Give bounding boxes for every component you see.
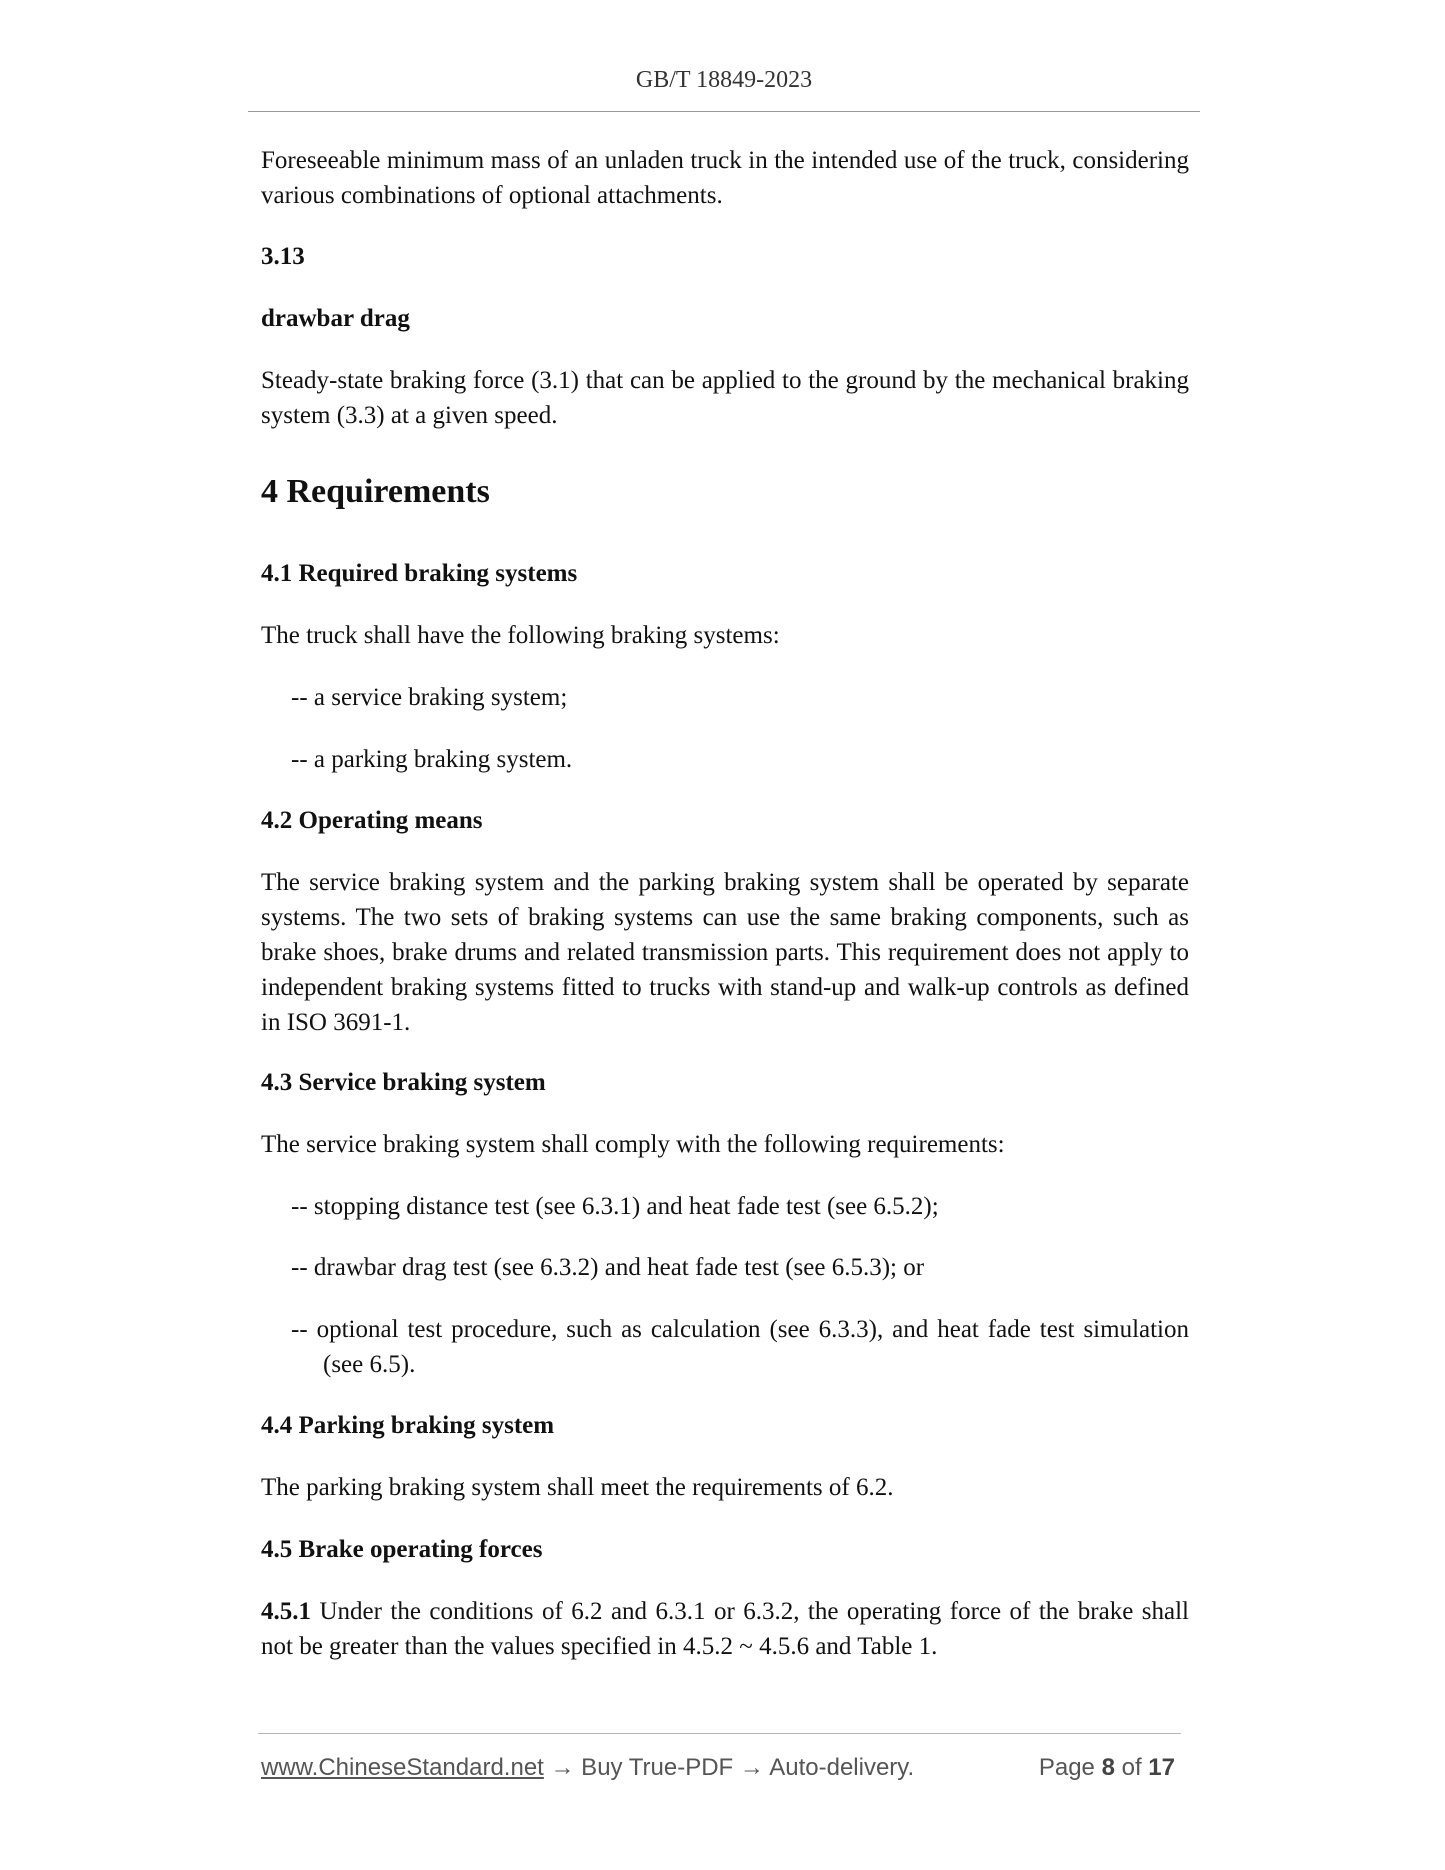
paragraph-4-5-1 bbox=[261, 1594, 1189, 1664]
footer-website-link[interactable]: www.ChineseStandard.net bbox=[261, 1754, 544, 1781]
subsection-heading-4-5: 4.5 Brake operating forces bbox=[261, 1536, 543, 1563]
header-standard-number: GB/T 18849-2023 bbox=[635, 67, 813, 93]
header-divider bbox=[248, 111, 1200, 112]
subsection-heading-4-3: 4.3 Service braking system bbox=[261, 1069, 546, 1096]
term-drawbar-drag: drawbar drag bbox=[261, 305, 410, 332]
page-label: Page bbox=[1038, 1754, 1095, 1781]
page-indicator bbox=[1039, 1753, 1175, 1783]
page-current: 8 bbox=[1101, 1754, 1115, 1781]
subsection-heading-4-1: 4.1 Required braking systems bbox=[261, 560, 578, 587]
clause-number-4-5-1: 4.5.1 bbox=[261, 1598, 311, 1625]
list-item: -- stopping distance test (see 6.3.1) and heat fade test (see 6.5.2); bbox=[291, 1193, 939, 1220]
intro-paragraph: Foreseeable minimum mass of an unladen truck in the intended use of the truck, considering various combinations of optional attachments. bbox=[261, 147, 1189, 209]
paragraph-4-2: The service braking system and the parking braking system shall be operated by separate systems. The two sets of braking systems can use the same braking components, such as brake shoes, brake drums and related transmission parts. This requirement does not apply to independent braking systems fitted to trucks with stand-up and walk-up controls as defined in ISO 3691-1. bbox=[261, 869, 1189, 1036]
clause-number-3-13: 3.13 bbox=[261, 243, 305, 270]
footer-tagline: → Buy True-PDF → Auto-delivery. bbox=[543, 1754, 915, 1781]
clause-text-4-5-1: Under the conditions of 6.2 and 6.3.1 or 6.3.2, the operating force of the brake shall not be greater than the values specified in 4.5.2 ~ 4.5.6 and Table 1. bbox=[261, 1598, 1189, 1660]
list-item: -- optional test procedure, such as calculation (see 6.3.3), and heat fade test simulation (see 6.5). bbox=[291, 1316, 1189, 1378]
list-item: -- a parking braking system. bbox=[291, 746, 573, 773]
subsection-heading-4-2: 4.2 Operating means bbox=[261, 807, 483, 834]
definition-drawbar-drag: Steady-state braking force (3.1) that can be applied to the ground by the mechanical braking system (3.3) at a given speed. bbox=[261, 367, 1189, 429]
footer bbox=[261, 1753, 1181, 1783]
list-item: -- drawbar drag test (see 6.3.2) and heat fade test (see 6.5.3); or bbox=[291, 1254, 925, 1281]
footer-divider bbox=[258, 1733, 1181, 1734]
paragraph-4-3: The service braking system shall comply with the following requirements: bbox=[261, 1131, 1005, 1158]
section-heading-requirements: 4 Requirements bbox=[261, 473, 490, 510]
page-of: of bbox=[1121, 1754, 1142, 1781]
subsection-heading-4-4: 4.4 Parking braking system bbox=[261, 1412, 555, 1439]
page-total: 17 bbox=[1148, 1754, 1175, 1781]
list-item: -- a service braking system; bbox=[291, 684, 568, 711]
paragraph-4-1: The truck shall have the following braking systems: bbox=[261, 622, 780, 649]
paragraph-4-4: The parking braking system shall meet the requirements of 6.2. bbox=[261, 1474, 894, 1501]
